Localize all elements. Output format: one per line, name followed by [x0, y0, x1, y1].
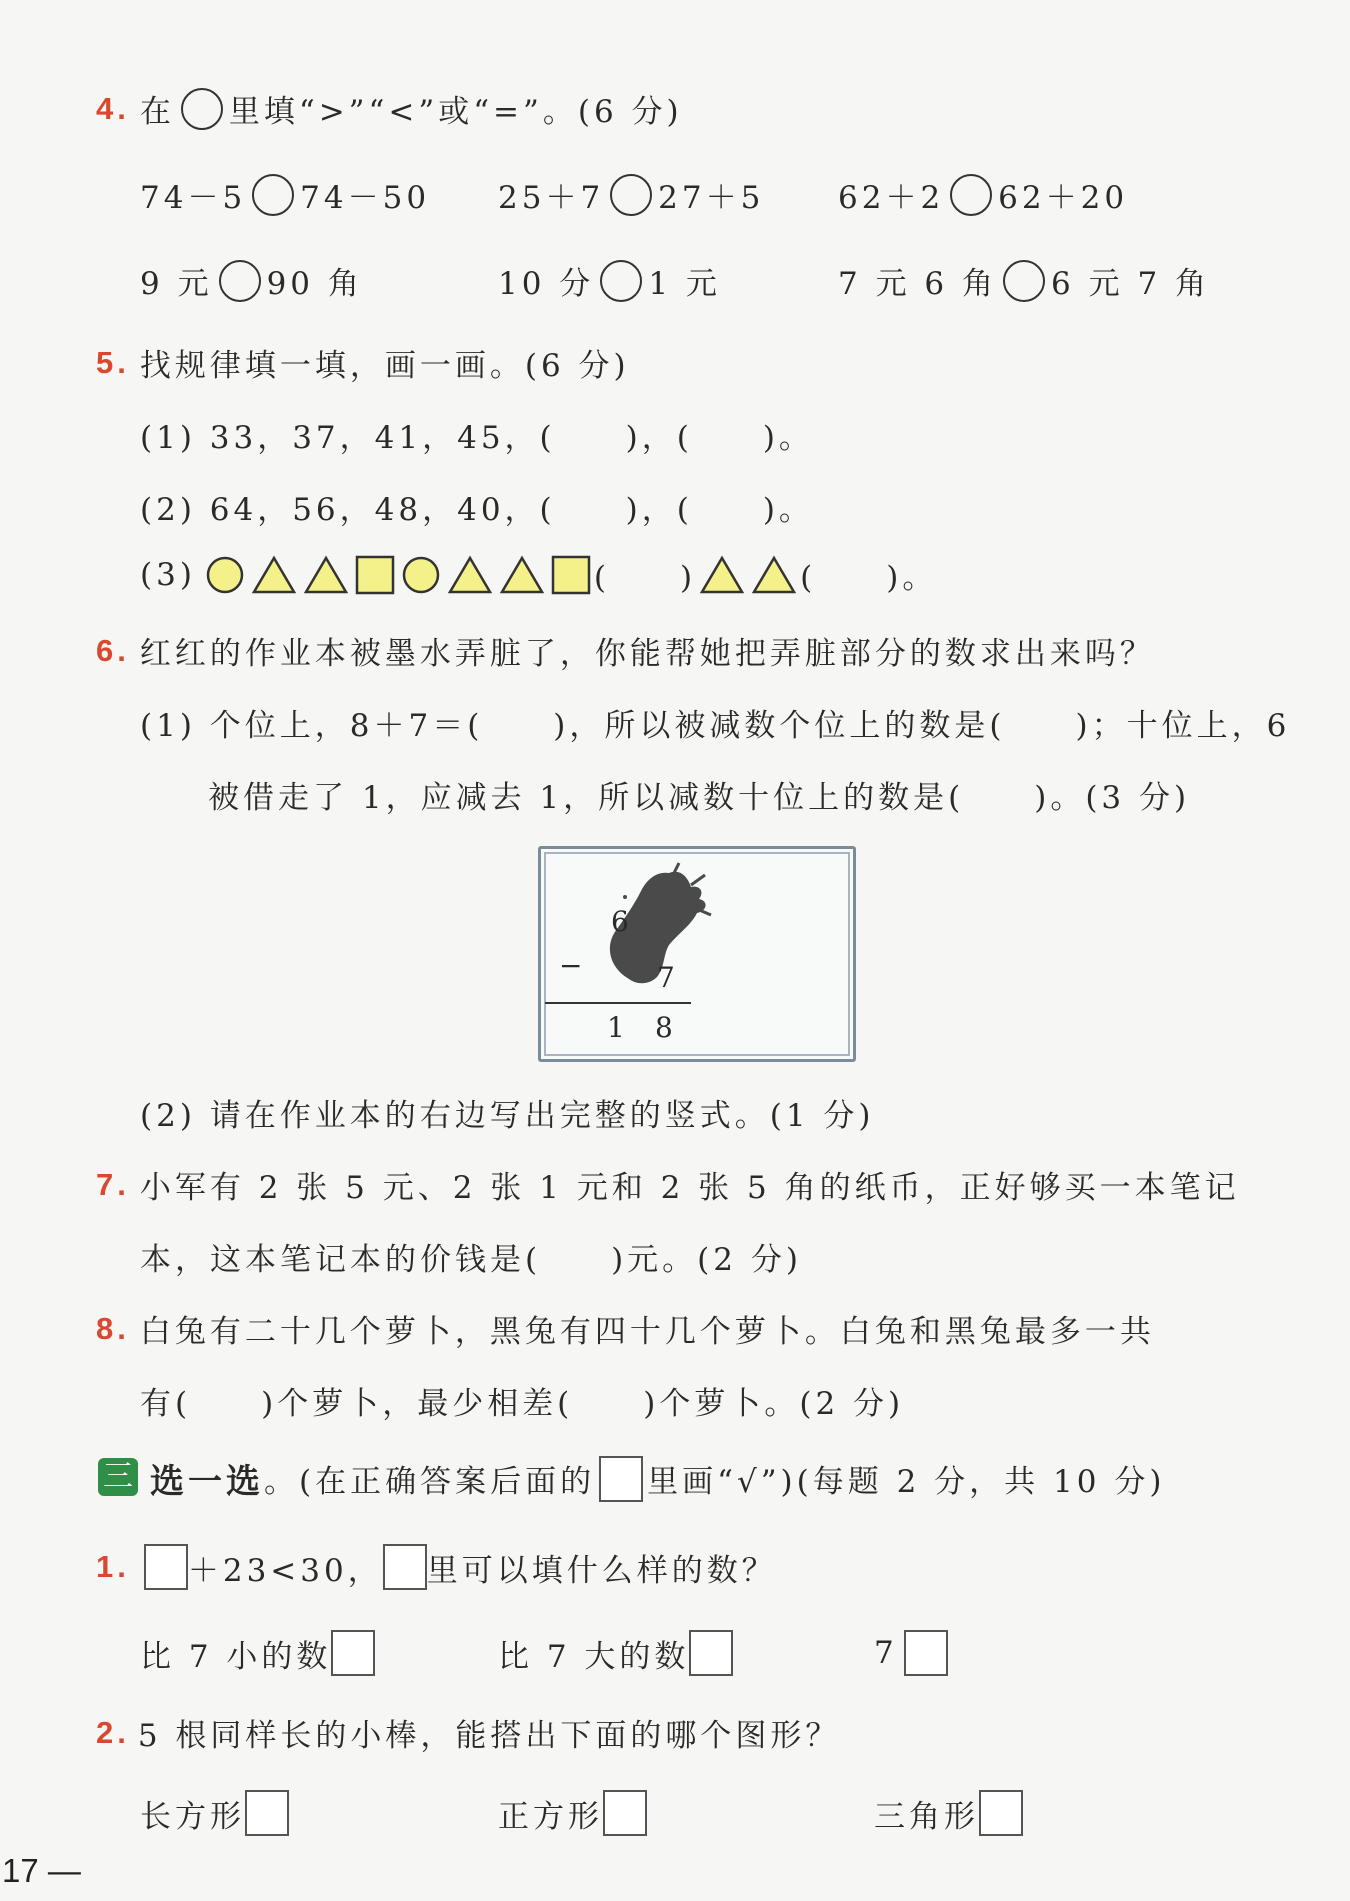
- result-ones-digit: 8: [655, 1011, 673, 1044]
- notebook-calc-box: [538, 846, 856, 1062]
- q7-line1: [96, 1162, 1240, 1207]
- s1-expression: ＋23<30，: [187, 1552, 383, 1589]
- answer-circle[interactable]: [219, 260, 261, 302]
- option-label: 长方形: [140, 1798, 245, 1835]
- check-box[interactable]: [979, 1790, 1023, 1836]
- minus-sign: −: [559, 949, 583, 982]
- q4-expr-right: 74－50: [300, 180, 431, 216]
- s2-option-2: [498, 1790, 647, 1836]
- q6-sub2: [140, 1090, 875, 1135]
- q6-title: [96, 628, 1155, 673]
- q6-number: 6.: [96, 632, 130, 668]
- q8-line2: [140, 1378, 904, 1423]
- triangle-shape-icon: [447, 555, 493, 595]
- q8-text: 有( )个萝卜，最少相差( )个萝卜。(2 分): [140, 1386, 905, 1422]
- subtrahend-ones-digit: 7: [657, 961, 675, 994]
- q4-expr-left: 74－5: [140, 180, 247, 216]
- q5-sub2: [140, 484, 814, 529]
- s1-title: [96, 1544, 777, 1590]
- answer-circle[interactable]: [600, 260, 642, 302]
- q4-title: [96, 86, 683, 131]
- q8-text: 白兔有二十几个萝卜，黑兔有四十几个萝卜。白兔和黑兔最多一共: [139, 1314, 1155, 1350]
- s1-number: 1.: [96, 1549, 130, 1584]
- compare-circle-icon: [181, 88, 223, 130]
- triangle-shape-icon: [751, 555, 797, 595]
- triangle-shape-icon: [499, 555, 545, 595]
- blank-box[interactable]: [144, 1544, 188, 1590]
- q4-title-a: 在: [139, 94, 175, 130]
- section-title: 选一选: [150, 1462, 264, 1502]
- q4-expr-right: 1 元: [648, 266, 721, 302]
- q4-title-b: 里填“>”“<”或“=”。(6 分): [228, 94, 683, 130]
- check-box[interactable]: [689, 1630, 733, 1676]
- s1-option-2: [498, 1630, 733, 1676]
- check-box[interactable]: [904, 1630, 948, 1676]
- page-number: 17 —: [2, 1852, 81, 1889]
- q7-line2: [140, 1234, 802, 1279]
- s1-option-3: [874, 1630, 948, 1676]
- check-box[interactable]: [331, 1630, 375, 1676]
- s2-title: [96, 1710, 840, 1755]
- answer-circle[interactable]: [1003, 260, 1045, 302]
- q4-item-5: [498, 258, 721, 303]
- q4-item-6: [838, 258, 1210, 303]
- q4-expr-left: 62＋2: [838, 180, 945, 216]
- q4-expr-right: 27＋5: [658, 180, 765, 216]
- q7-text: 本，这本笔记本的价钱是( )元。(2 分): [140, 1242, 802, 1278]
- ink-blot-icon: [541, 849, 853, 1059]
- shape-sequence: [202, 555, 594, 595]
- s1-question: 里可以填什么样的数？: [426, 1552, 777, 1589]
- triangle-shape-icon: [303, 555, 349, 595]
- q5-sub1: [140, 412, 814, 457]
- q6-sub1-line1: [140, 700, 1290, 745]
- section-number-icon: 三: [98, 1458, 138, 1496]
- answer-circle[interactable]: [252, 174, 294, 216]
- s2-question: 5 根同样长的小棒，能搭出下面的哪个图形？: [137, 1718, 841, 1754]
- q6-sub1-text: 被借走了 1，应减去 1，所以减数十位上的数是( )。(3 分): [208, 780, 1191, 816]
- option-label: 比 7 小的数: [140, 1638, 332, 1675]
- section3-header: [150, 1454, 1165, 1503]
- option-label: 7: [874, 1635, 898, 1671]
- instruction-box-icon: [599, 1456, 643, 1502]
- section-desc: 。(在正确答案后面的: [264, 1464, 596, 1500]
- q4-item-3: [838, 172, 1128, 217]
- q6-sub2-text: (2) 请在作业本的右边写出完整的竖式。(1 分): [140, 1098, 875, 1134]
- q4-number: 4.: [96, 90, 130, 126]
- option-label: 三角形: [874, 1798, 979, 1835]
- q4-expr-right: 90 角: [266, 266, 363, 302]
- q4-expr-right: 62＋20: [998, 180, 1129, 216]
- section-desc: 里画“√”)(每题 2 分，共 10 分): [647, 1464, 1166, 1500]
- check-box[interactable]: [245, 1790, 289, 1836]
- option-label: 正方形: [498, 1798, 603, 1835]
- q5-sub3-blank[interactable]: ( )。: [800, 560, 938, 596]
- q8-number: 8.: [96, 1310, 130, 1346]
- q7-number: 7.: [96, 1166, 130, 1202]
- q4-expr-right: 6 元 7 角: [1051, 266, 1211, 302]
- circle-shape-icon: [401, 555, 441, 595]
- square-shape-icon: [355, 555, 395, 595]
- s2-option-1: [140, 1790, 289, 1836]
- q4-item-4: [140, 258, 363, 303]
- q5-sub2-text: (2) 64，56，48，40，( )，( )。: [140, 492, 814, 528]
- q5-sub1-text: (1) 33，37，41，45，( )，( )。: [140, 420, 814, 456]
- q6-title-text: 红红的作业本被墨水弄脏了，你能帮她把弄脏部分的数求出来吗？: [139, 636, 1155, 672]
- s2-number: 2.: [96, 1714, 130, 1750]
- q5-sub3-label: (3): [140, 556, 196, 593]
- q5-sub3: [140, 552, 937, 597]
- q6-sub1-text: (1) 个位上，8＋7＝( )，所以被减数个位上的数是( )；十位上，6: [140, 708, 1291, 744]
- result-tens-digit: 1: [607, 1011, 625, 1044]
- q5-title: [96, 340, 630, 385]
- q4-item-1: [140, 172, 430, 217]
- q5-number: 5.: [96, 344, 130, 380]
- triangle-shape-icon: [251, 555, 297, 595]
- minuend-tens-digit: 6: [611, 905, 629, 938]
- q4-expr-left: 7 元 6 角: [838, 266, 998, 302]
- q7-text: 小军有 2 张 5 元、2 张 1 元和 2 张 5 角的纸币，正好够买一本笔记: [139, 1170, 1240, 1206]
- q5-sub3-blank[interactable]: ( ): [593, 560, 697, 596]
- q4-item-2: [498, 172, 764, 217]
- q4-expr-left: 10 分: [498, 266, 595, 302]
- check-box[interactable]: [603, 1790, 647, 1836]
- q6-sub1-line2: [208, 772, 1190, 817]
- s1-option-1: [140, 1630, 375, 1676]
- q4-expr-left: 25＋7: [498, 180, 605, 216]
- answer-circle[interactable]: [950, 174, 992, 216]
- answer-circle[interactable]: [610, 174, 652, 216]
- circle-shape-icon: [205, 555, 245, 595]
- q5-title-text: 找规律填一填，画一画。(6 分): [139, 348, 630, 384]
- q4-expr-left: 9 元: [140, 266, 213, 302]
- s2-option-3: [874, 1790, 1023, 1836]
- q8-line1: [96, 1306, 1155, 1351]
- blank-box[interactable]: [383, 1544, 427, 1590]
- triangle-shape-icon: [699, 555, 745, 595]
- square-shape-icon: [551, 555, 591, 595]
- option-label: 比 7 大的数: [498, 1638, 690, 1675]
